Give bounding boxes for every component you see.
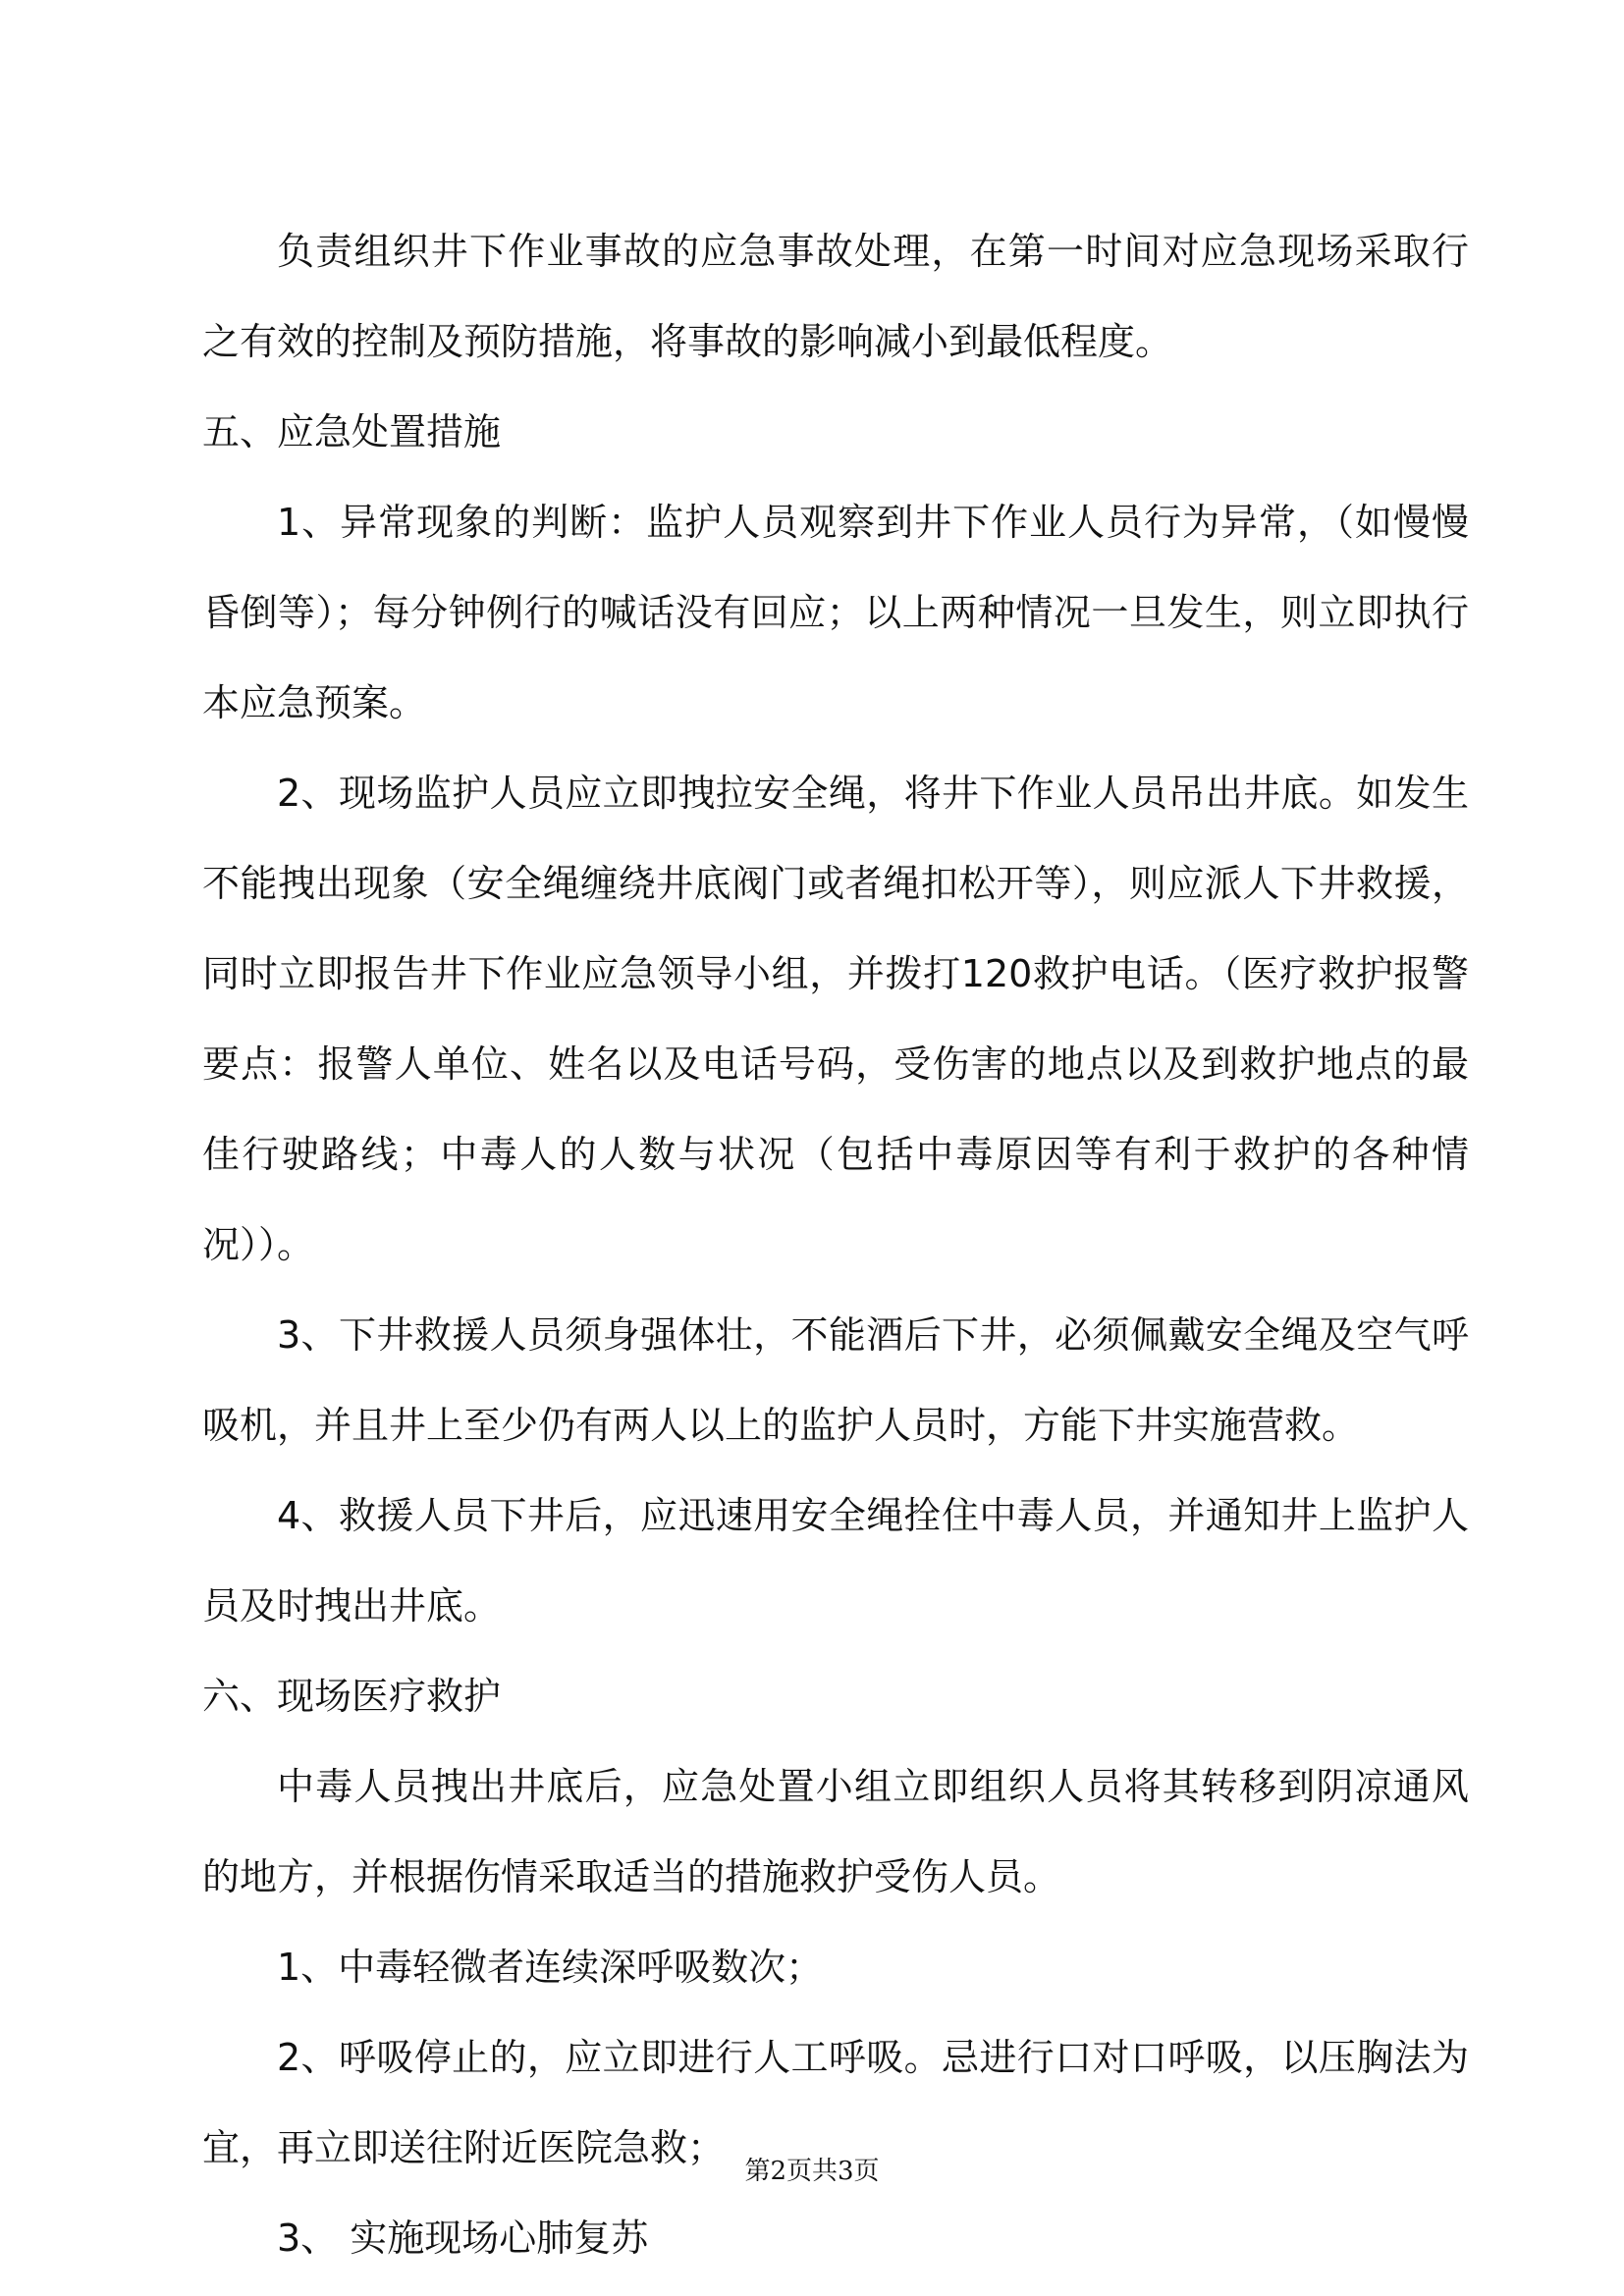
section-heading-medical-rescue: 六、现场医疗救护 bbox=[202, 1675, 502, 1718]
paragraph-mild-poisoning: 1、中毒轻微者连续深呼吸数次； bbox=[277, 1946, 824, 1989]
paragraph-rescuer-requirements: 3、下井救援人员须身强体壮，不能酒后下井，必须佩戴安全绳及空气呼吸机，并且井上至少仍有两人以上的监护人员时，方能下井实施营救。 bbox=[202, 1313, 1469, 1447]
section-heading-emergency-measures: 五、应急处置措施 bbox=[202, 410, 502, 454]
page-footer: 第2页共3页 bbox=[744, 2157, 880, 2186]
paragraph-rescue-procedure: 2、现场监护人员应立即拽拉安全绳，将井下作业人员吊出井底。如发生不能拽出现象（安全绳缠绕井底阀门或者绳扣松开等），则应派人下井救援，同时立即报告井下作业应急领导小组，并拨打120救护电话。（医疗救护报警要点：报警人单位、姓名以及电话号码，受伤害的地点以及到救护地点的最佳行驶路线；中毒人的人数与状况（包括中毒原因等有利于救护的各种情况））。 bbox=[202, 772, 1469, 1266]
paragraph-cpr: 3、 实施现场心肺复苏 bbox=[277, 2216, 649, 2260]
paragraph-respiratory-arrest: 2、呼吸停止的，应立即进行人工呼吸。忌进行口对口呼吸，以压胸法为宜，再立即送往附近医院急救； bbox=[202, 2036, 1469, 2169]
paragraph-rescuer-actions: 4、救援人员下井后，应迅速用安全绳拴住中毒人员，并通知井上监护人员及时拽出井底。 bbox=[202, 1494, 1469, 1628]
paragraph-medical-intro: 中毒人员拽出井底后，应急处置小组立即组织人员将其转移到阴凉通风的地方，并根据伤情采取适当的措施救护受伤人员。 bbox=[202, 1765, 1469, 1898]
paragraph-responsibility: 负责组织井下作业事故的应急事故处理，在第一时间对应急现场采取行之有效的控制及预防措施，将事故的影响减小到最低程度。 bbox=[202, 230, 1469, 363]
document-body bbox=[202, 206, 1469, 2283]
paragraph-abnormal-judgement: 1、异常现象的判断：监护人员观察到井下作业人员行为异常，（如慢慢昏倒等）；每分钟例行的喊话没有回应；以上两种情况一旦发生，则立即执行本应急预案。 bbox=[202, 501, 1469, 724]
